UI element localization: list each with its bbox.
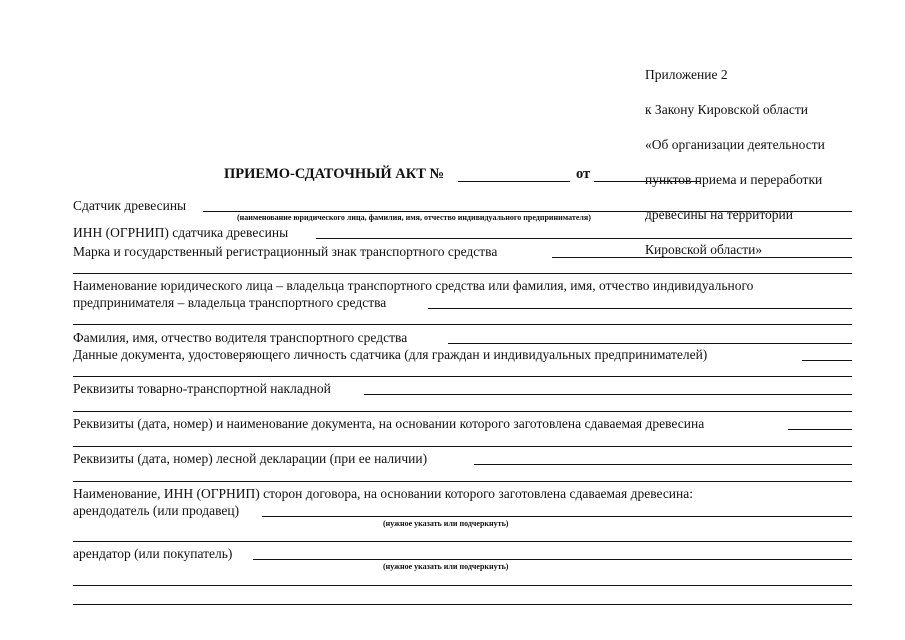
waybill-field-extra[interactable] xyxy=(73,411,852,412)
waybill-field[interactable] xyxy=(364,394,852,395)
act-date-field[interactable] xyxy=(594,181,700,182)
vehicle-field-extra[interactable] xyxy=(73,273,852,274)
basis-doc-label: Реквизиты (дата, номер) и наименование документа, на основании которого заготовлена сдаваемая древесина xyxy=(73,416,705,431)
parties-label: Наименование, ИНН (ОГРНИП) сторон договора, на основании которого заготовлена сдаваемая древесина: xyxy=(73,486,693,501)
declaration-label: Реквизиты (дата, номер) лесной декларации (при ее наличии) xyxy=(73,451,428,466)
supplier-field[interactable] xyxy=(203,211,852,212)
vehicle-label: Марка и государственный регистрационный знак транспортного средства xyxy=(73,244,498,259)
declaration-field[interactable] xyxy=(474,464,852,465)
driver-field[interactable] xyxy=(448,343,852,344)
lessor-note: (нужное указать или подчеркнуть) xyxy=(383,519,509,528)
act-date-label: от xyxy=(576,166,591,182)
owner-label-line1: Наименование юридического лица – владельца транспортного средства или фамилия, имя, отчество индивидуального xyxy=(73,278,754,293)
waybill-label: Реквизиты товарно-транспортной накладной xyxy=(73,381,331,396)
owner-label-line2: предпринимателя – владельца транспортного средства xyxy=(73,295,387,310)
inn-field[interactable] xyxy=(316,238,852,239)
appendix-line: древесины на территории xyxy=(645,206,793,222)
inn-label: ИНН (ОГРНИП) сдатчика древесины xyxy=(73,225,289,240)
identity-label: Данные документа, удостоверяющего личность сдатчика (для граждан и индивидуальных предпринимателей) xyxy=(73,347,708,362)
driver-label: Фамилия, имя, отчество водителя транспортного средства xyxy=(73,330,408,345)
appendix-line: к Закону Кировской области xyxy=(645,101,809,117)
vehicle-field[interactable] xyxy=(552,257,852,258)
owner-field-extra[interactable] xyxy=(73,324,852,325)
lessor-field-extra[interactable] xyxy=(73,541,852,542)
lessor-field[interactable] xyxy=(262,516,852,517)
supplier-label: Сдатчик древесины xyxy=(73,198,187,213)
act-title-text: ПРИЕМО-СДАТОЧНЫЙ АКТ № xyxy=(224,166,445,182)
supplier-note: (наименование юридического лица, фамилия, имя, отчество индивидуального предпринимателя) xyxy=(237,213,591,222)
identity-field[interactable] xyxy=(802,360,852,361)
act-number-field[interactable] xyxy=(458,181,570,182)
lessee-field-extra-2[interactable] xyxy=(73,604,852,605)
lessee-label: арендатор (или покупатель) xyxy=(73,546,233,561)
owner-field[interactable] xyxy=(428,308,852,309)
basis-doc-field-extra[interactable] xyxy=(73,446,852,447)
appendix-line: Приложение 2 xyxy=(645,66,728,82)
lessee-note: (нужное указать или подчеркнуть) xyxy=(383,562,509,571)
identity-field-extra[interactable] xyxy=(73,376,852,377)
appendix-header xyxy=(645,48,825,276)
appendix-line: пунктов приема и переработки xyxy=(645,171,823,187)
declaration-field-extra[interactable] xyxy=(73,481,852,482)
lessee-field[interactable] xyxy=(253,559,852,560)
appendix-line: «Об организации деятельности xyxy=(645,136,825,152)
appendix-line: Кировской области» xyxy=(645,241,763,257)
basis-doc-field[interactable] xyxy=(788,429,852,430)
lessor-label: арендодатель (или продавец) xyxy=(73,503,240,518)
lessee-field-extra[interactable] xyxy=(73,585,852,586)
